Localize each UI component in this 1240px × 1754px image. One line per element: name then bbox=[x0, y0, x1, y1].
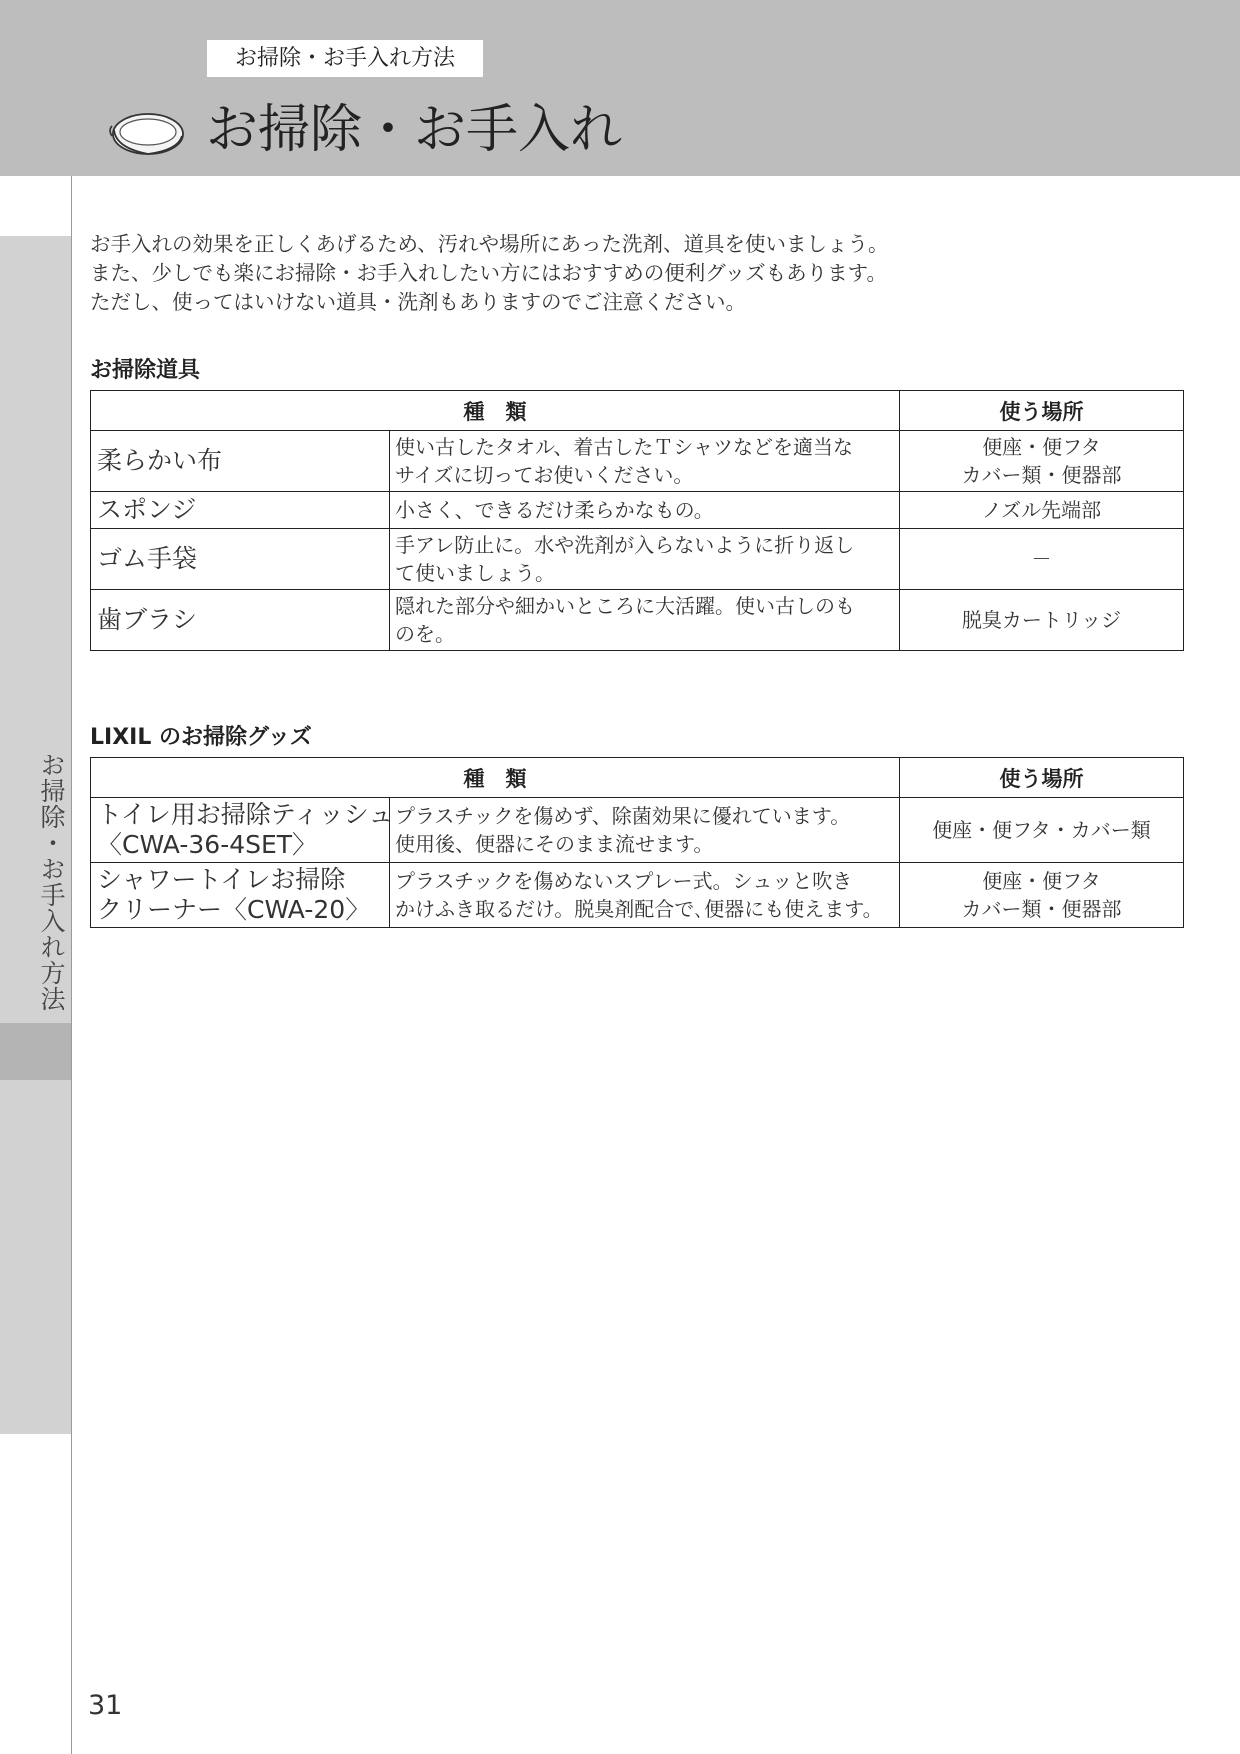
toilet-seat-icon bbox=[104, 104, 186, 160]
tools-table bbox=[90, 390, 1184, 651]
place-header: 使う場所 bbox=[900, 758, 1184, 798]
intro-line: お手入れの効果を正しくあげるため、汚れや場所にあった洗剤、道具を使いましょう。 bbox=[90, 232, 889, 256]
side-tab-label: お掃除・お手入れ方法 bbox=[37, 752, 66, 1012]
type-header: 種 類 bbox=[91, 758, 900, 798]
table-row bbox=[91, 529, 1184, 590]
table-row bbox=[91, 863, 1184, 928]
desc-line: 小さく、できるだけ柔らかなもの。 bbox=[395, 498, 714, 522]
desc-line: プラスチックを傷めず、除菌効果に優れています。 bbox=[395, 804, 851, 828]
tool-name: ゴム手袋 bbox=[91, 529, 390, 590]
place-line: 便座・便フタ・カバー類 bbox=[932, 818, 1151, 842]
place-header: 使う場所 bbox=[900, 391, 1184, 431]
breadcrumb: お掃除・お手入れ方法 bbox=[207, 40, 483, 77]
page-title: お掃除・お手入れ bbox=[206, 100, 623, 160]
page-header bbox=[0, 0, 1240, 176]
goods-section-title: LIXIL のお掃除グッズ bbox=[90, 725, 312, 750]
place-line: ノズル先端部 bbox=[981, 498, 1102, 522]
name-line: シャワートイレお掃除 bbox=[97, 865, 346, 894]
table-header-row bbox=[91, 391, 1184, 431]
name-line: 〈CWA-36-4SET〉 bbox=[97, 830, 318, 859]
name-line: クリーナー〈CWA-20〉 bbox=[97, 895, 371, 924]
name-line: トイレ用お掃除ティッシュ bbox=[97, 800, 394, 829]
desc-line: のを。 bbox=[395, 622, 455, 646]
tools-section-title: お掃除道具 bbox=[90, 358, 201, 383]
intro-text bbox=[90, 230, 888, 317]
table-row bbox=[91, 798, 1184, 863]
desc-line: 使用後、便器にそのまま流せます。 bbox=[395, 832, 714, 856]
goods-desc bbox=[390, 863, 900, 928]
desc-line: 手アレ防止に。水や洗剤が入らないように折り返し bbox=[395, 533, 855, 557]
tool-place bbox=[900, 590, 1184, 651]
place-line: 便座・便フタ bbox=[982, 435, 1101, 459]
place-line: － bbox=[1031, 547, 1052, 571]
goods-table bbox=[90, 757, 1184, 928]
desc-line: かけふき取るだけ。脱臭剤配合で､便器にも使えます。 bbox=[395, 897, 883, 921]
tool-desc bbox=[390, 492, 900, 529]
intro-line: ただし、使ってはいけない道具・洗剤もありますのでご注意ください。 bbox=[90, 290, 746, 314]
table-header-row bbox=[91, 758, 1184, 798]
desc-line: 隠れた部分や細かいところに大活躍。使い古しのも bbox=[395, 594, 855, 618]
table-row bbox=[91, 431, 1184, 492]
desc-line: て使いましょう。 bbox=[395, 561, 555, 585]
place-line: 便座・便フタ bbox=[982, 869, 1101, 893]
tool-name: スポンジ bbox=[91, 492, 390, 529]
table-row bbox=[91, 590, 1184, 651]
tool-desc bbox=[390, 431, 900, 492]
place-line: カバー類・便器部 bbox=[961, 897, 1122, 921]
desc-line: プラスチックを傷めないスプレー式。シュッと吹き bbox=[395, 869, 853, 893]
goods-place bbox=[900, 798, 1184, 863]
side-tab-marker bbox=[0, 1023, 71, 1080]
page-number: 31 bbox=[88, 1690, 123, 1721]
goods-name bbox=[91, 863, 390, 928]
goods-desc bbox=[390, 798, 900, 863]
place-line: カバー類・便器部 bbox=[961, 463, 1122, 487]
goods-name bbox=[91, 798, 394, 863]
table-row bbox=[91, 492, 1184, 529]
tool-name: 柔らかい布 bbox=[91, 431, 390, 492]
desc-line: サイズに切ってお使いください。 bbox=[395, 463, 694, 487]
tool-place bbox=[900, 529, 1184, 590]
tool-desc bbox=[390, 529, 900, 590]
side-divider bbox=[71, 176, 72, 1754]
type-header: 種 類 bbox=[91, 391, 900, 431]
tool-place bbox=[900, 492, 1184, 529]
goods-place bbox=[900, 863, 1184, 928]
tool-desc bbox=[390, 590, 900, 651]
tool-place bbox=[900, 431, 1184, 492]
intro-line: また、少しでも楽にお掃除・お手入れしたい方にはおすすめの便利グッズもあります。 bbox=[90, 261, 888, 285]
place-line: 脱臭カートリッジ bbox=[961, 608, 1122, 632]
desc-line: 使い古したタオル、着古したＴシャツなどを適当な bbox=[395, 435, 853, 459]
tool-name: 歯ブラシ bbox=[91, 590, 390, 651]
